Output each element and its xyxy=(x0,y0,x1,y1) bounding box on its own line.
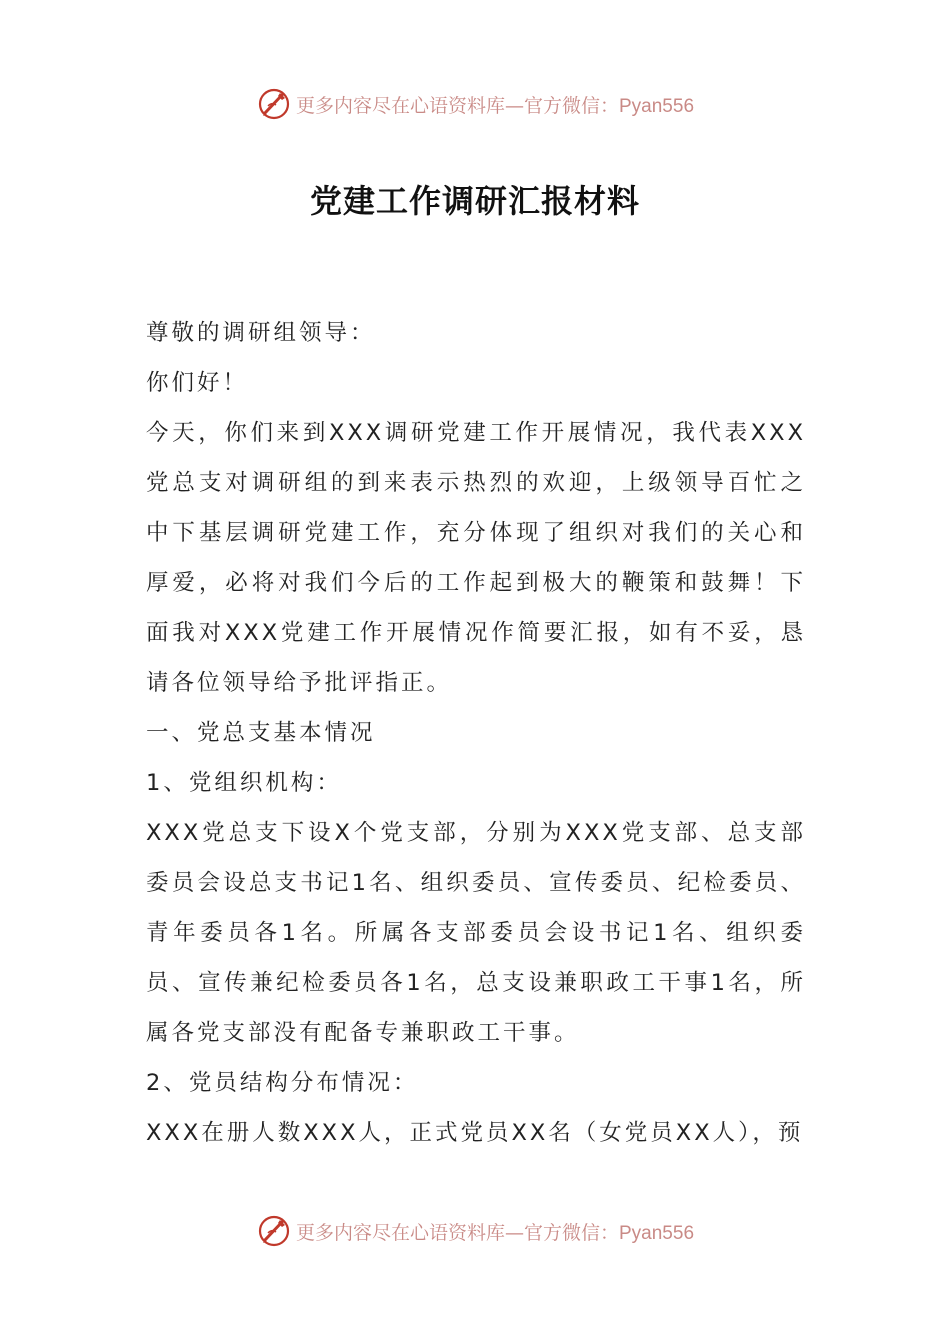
pen-logo-icon xyxy=(256,1213,292,1249)
document-title: 党建工作调研汇报材料 xyxy=(309,182,640,220)
subsection-heading: 2、党员结构分布情况： xyxy=(146,1070,419,1096)
watermark-header xyxy=(0,84,950,124)
subsection-heading: 1、党组织机构： xyxy=(146,770,342,796)
intro-paragraph: 今天，你们来到XXX调研党建工作开展情况，我代表XXX党总支对调研组的到来表示热烈的欢迎，上级领导百忙之中下基层调研党建工作，充分体现了组织对我们的关心和厚爱，必将对我们今后的工作起到极大的鞭策和鼓舞！下面我对XXX党建工作开展情况作简要汇报，如有不妥，恳请各位领导给予批评指正。 xyxy=(146,420,806,696)
wechat-id: Pyan556 xyxy=(619,95,695,117)
member-stats-paragraph: XXX在册人数XXX人，正式党员XX名（女党员XX人），预 xyxy=(146,1120,804,1146)
wechat-id: Pyan556 xyxy=(619,1222,695,1244)
pen-logo-icon xyxy=(256,86,292,122)
watermark-footer xyxy=(0,1211,950,1251)
document-body xyxy=(146,308,806,1158)
section-heading: 一、党总支基本情况 xyxy=(146,720,376,746)
watermark-text: 更多内容尽在心语资料库—官方微信：Pyan556 xyxy=(295,94,695,117)
salutation: 尊敬的调研组领导： xyxy=(146,320,376,346)
watermark-text: 更多内容尽在心语资料库—官方微信：Pyan556 xyxy=(295,1221,695,1244)
greeting: 你们好！ xyxy=(146,370,249,396)
org-structure-paragraph: XXX党总支下设X个党支部，分别为XXX党支部、总支部委员会设总支书记1名、组织委员、宣传委员、纪检委员、青年委员各1名。所属各支部委员会设书记1名、组织委员、宣传兼纪检委员各1名，总支设兼职政工干事1名，所属各党支部没有配备专兼职政工干事。 xyxy=(146,820,806,1046)
